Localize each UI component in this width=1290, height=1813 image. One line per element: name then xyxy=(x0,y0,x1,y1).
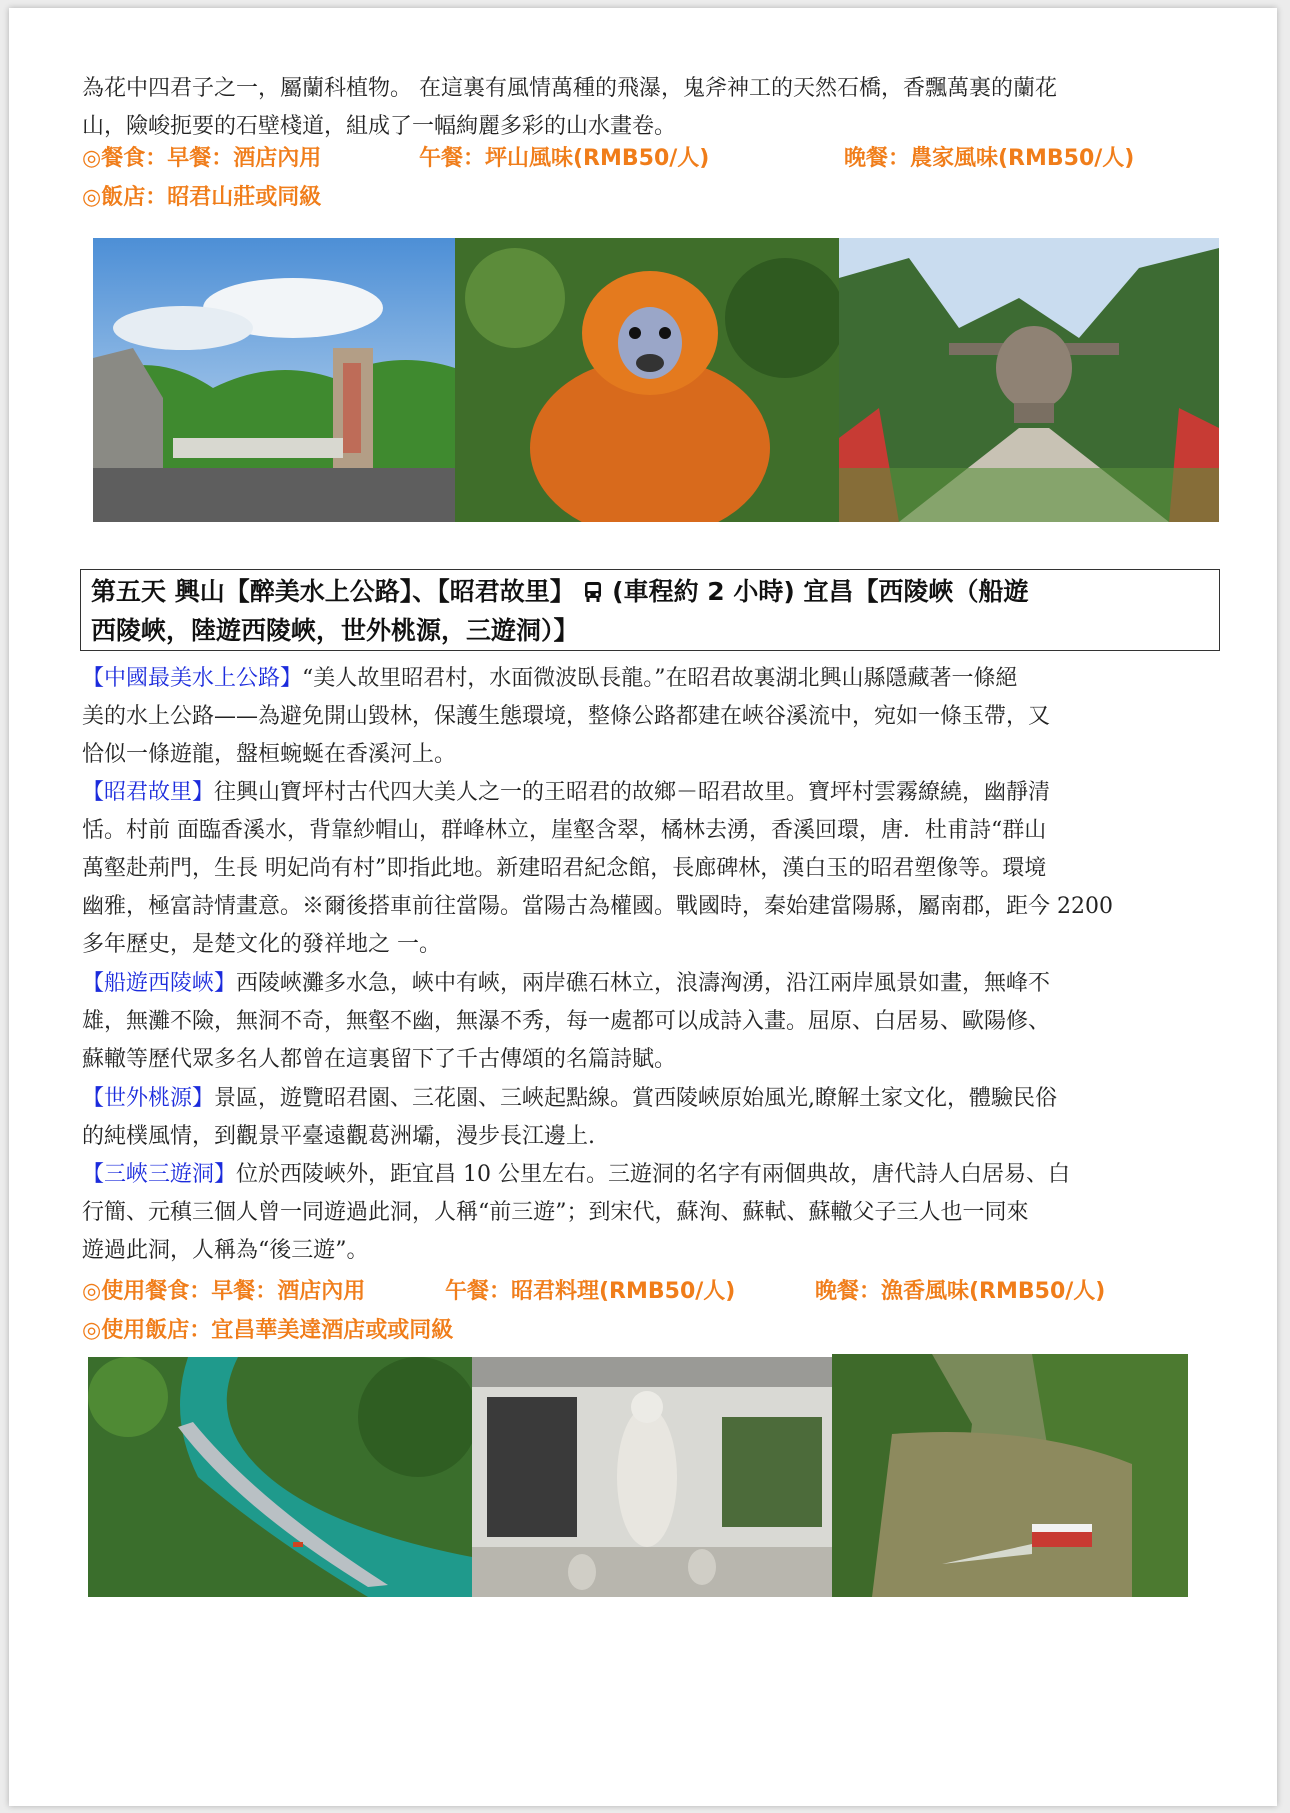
intro-line: 山，險峻扼要的石壁棧道，組成了一幅絢麗多彩的山水畫卷。 xyxy=(82,114,677,139)
section-water-highway xyxy=(82,660,1232,774)
section-sanyou-cave xyxy=(82,1156,1232,1270)
photo-water-highway xyxy=(88,1357,472,1597)
section-text: 西陵峽灘多水急，峽中有峽，兩岸礁石林立，浪濤洶湧，沿江兩岸風景如畫，無峰不 xyxy=(236,971,1051,996)
section-title: 【船遊西陵峽】 xyxy=(82,971,237,996)
section-line: 雄，無灘不險，無洞不奇，無壑不幽，無瀑不秀，每一處都可以成詩入畫。屈原、白居易、歐陽修、 xyxy=(82,1009,1051,1034)
section-title: 【世外桃源】 xyxy=(82,1086,215,1111)
section-title: 【中國最美水上公路】 xyxy=(82,666,303,691)
bus-icon xyxy=(583,577,603,613)
section-title: 【三峽三遊洞】 xyxy=(82,1162,237,1187)
section-peach-garden xyxy=(82,1080,1232,1156)
section-line xyxy=(82,660,1232,698)
day5-hotel: ◎使用飯店：宜昌華美達酒店或或同級 xyxy=(82,1318,454,1343)
intro-line: 為花中四君子之一，屬蘭科植物。 在這裏有風情萬種的飛瀑，鬼斧神工的天然石橋，香飄萬裏的蘭花 xyxy=(82,76,1057,101)
section-title: 【昭君故里】 xyxy=(82,780,215,805)
photo-golden-monkey xyxy=(455,238,839,522)
day5-title-line2: 西陵峽，陸遊西陵峽，世外桃源，三遊洞）】 xyxy=(91,616,579,645)
day5-title-part2: (車程約 2 小時) 宜昌【西陵峽（船遊 xyxy=(612,577,1029,606)
section-zhaojun-hometown xyxy=(82,774,1232,964)
section-line xyxy=(82,965,1232,1003)
section-line: 多年歷史，是楚文化的發祥地之 一。 xyxy=(82,932,441,957)
day4-breakfast: ◎餐食：早餐：酒店內用 xyxy=(82,146,322,171)
day5-breakfast: ◎使用餐食：早餐：酒店內用 xyxy=(82,1279,366,1304)
day4-lunch: 午餐：坪山風味(RMB50/人) xyxy=(419,146,710,171)
photo-xiling-gorge-boat xyxy=(832,1354,1188,1597)
photo-zhaojun-statue xyxy=(472,1357,832,1597)
photo-stone-face-statue xyxy=(839,238,1219,522)
section-line: 萬壑赴荊門，生長 明妃尚有村”即指此地。新建昭君紀念館，長廊碑林，漢白玉的昭君塑像等。環境 xyxy=(82,856,1047,881)
day5-title-part1: 第五天 興山【醉美水上公路】、【昭君故里】 xyxy=(91,577,575,606)
section-line: 的純樸風情，到觀景平臺遠觀葛洲壩，漫步長江邊上. xyxy=(82,1124,595,1149)
day4-dinner: 晚餐：農家風味(RMB50/人) xyxy=(844,146,1135,171)
section-xiling-boat xyxy=(82,965,1232,1079)
section-line: 恬。村前 面臨香溪水，背靠紗帽山，群峰林立，崖壑含翠，橘林去湧，香溪回環，唐．杜甫詩“群山 xyxy=(82,818,1047,843)
section-text: 往興山寶坪村古代四大美人之一的王昭君的故鄉－昭君故里。寶坪村雲霧繚繞，幽靜清 xyxy=(214,780,1051,805)
day5-lunch: 午餐：昭君料理(RMB50/人) xyxy=(445,1279,736,1304)
section-text: “美人故里昭君村，水面微波臥長龍。”在昭君故裏湖北興山縣隱藏著一條絕 xyxy=(302,666,1018,691)
section-line: 行簡、元稹三個人曾一同遊過此洞，人稱“前三遊”；到宋代，蘇洵、蘇軾、蘇轍父子三人也一同來 xyxy=(82,1200,1029,1225)
section-line: 美的水上公路——為避免開山毀林，保護生態環境，整條公路都建在峽谷溪流中，宛如一條玉帶，又 xyxy=(82,704,1051,729)
section-line xyxy=(82,1156,1232,1194)
section-line xyxy=(82,1080,1232,1118)
day5-title-box xyxy=(80,569,1220,651)
section-line: 恰似一條遊龍，盤桓蜿蜒在香溪河上。 xyxy=(82,742,457,767)
section-line: 蘇轍等歷代眾多名人都曾在這裏留下了千古傳頌的名篇詩賦。 xyxy=(82,1047,677,1072)
intro-paragraph xyxy=(82,70,1232,146)
day5-dinner: 晚餐：漁香風味(RMB50/人) xyxy=(815,1279,1106,1304)
section-line: 遊過此洞，人稱為“後三遊”。 xyxy=(82,1238,369,1263)
photo-scenic-gate xyxy=(93,238,455,522)
day5-title-line1 xyxy=(91,574,1209,613)
section-line xyxy=(82,774,1232,812)
section-text: 位於西陵峽外，距宜昌 10 公里左右。三遊洞的名字有兩個典故，唐代詩人白居易、白 xyxy=(236,1162,1070,1187)
day4-hotel: ◎飯店：昭君山莊或同級 xyxy=(82,185,322,210)
document-page xyxy=(9,8,1277,1806)
section-text: 景區，遊覽昭君園、三花園、三峽起點線。賞西陵峽原始風光,瞭解土家文化，體驗民俗 xyxy=(214,1086,1058,1111)
section-line: 幽雅，極富詩情畫意。※爾後搭車前往當陽。當陽古為權國。戰國時，秦始建當陽縣，屬南郡，距今 2200 xyxy=(82,894,1113,919)
